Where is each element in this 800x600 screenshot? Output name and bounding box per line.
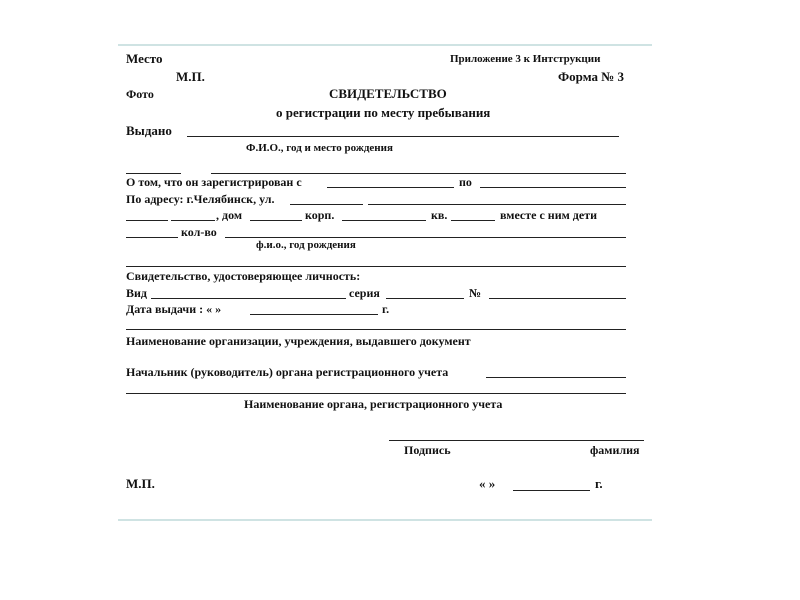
issue-date-line (250, 314, 378, 315)
apartment-line (451, 220, 495, 221)
photo-label: Фото (126, 87, 154, 101)
form-number: Форма № 3 (558, 69, 625, 84)
org-reg-caption: Наименование органа, регистрационного учета (244, 397, 503, 411)
signature-label: Подпись (404, 443, 451, 457)
house-line-b (171, 220, 215, 221)
org-caption: Наименование организации, учреждения, выдавшего документ (126, 334, 471, 348)
fio-caption: Ф.И.О., год и место рождения (246, 142, 393, 154)
registered-from-line (327, 187, 454, 188)
kind-line (151, 298, 346, 299)
children-line-a (126, 237, 178, 238)
building-label: корп. (305, 208, 335, 222)
issued-label: Выдано (126, 123, 172, 138)
appendix-note: Приложение 3 к Интструкции (450, 53, 601, 65)
issue-date-label: Дата выдачи : « » (126, 302, 222, 316)
house-line-a (126, 220, 168, 221)
stamp-label-bottom: М.П. (126, 476, 155, 491)
document-title: СВИДЕТЕЛЬСТВО (329, 86, 447, 101)
footer-date-quotes: « » (479, 476, 496, 491)
place-label: Место (126, 51, 163, 66)
apartment-label: кв. (431, 208, 448, 222)
blank-line-1b (211, 173, 626, 174)
identity-doc-label: Свидетельство, удостоверяющее личность: (126, 269, 361, 283)
series-line (386, 298, 464, 299)
signature-line (389, 440, 644, 441)
registered-label: О том, что он зарегистрирован с (126, 175, 302, 189)
children-caption: ф.и.о., год рождения (256, 239, 356, 251)
building-line (342, 220, 426, 221)
series-label: серия (349, 286, 380, 300)
footer-date-line (513, 490, 590, 491)
stamp-label-top: М.П. (176, 69, 205, 84)
issue-year-label: г. (382, 302, 390, 316)
org-reg-line (126, 393, 626, 394)
address-label: По адресу: г.Челябинск, ул. (126, 192, 275, 206)
street-line-2 (368, 204, 626, 205)
footer-year-label: г. (595, 476, 603, 491)
bottom-border-rule (118, 519, 652, 521)
org-line (126, 329, 626, 330)
blank-line-2 (126, 266, 626, 267)
house-number-line (250, 220, 302, 221)
house-label: , дом (216, 208, 243, 222)
surname-label: фамилия (590, 443, 640, 457)
together-label: вместе с ним дети (500, 208, 598, 222)
children-count-line (225, 237, 626, 238)
number-line (489, 298, 626, 299)
registered-to-line (480, 187, 626, 188)
issued-field-line (187, 136, 619, 137)
blank-line-1a (126, 173, 181, 174)
kind-label: Вид (126, 286, 147, 300)
top-border-rule (118, 44, 652, 46)
chief-line (486, 377, 626, 378)
registered-to-label: по (459, 175, 472, 189)
street-line (290, 204, 363, 205)
count-label: кол-во (181, 225, 217, 239)
number-sign: № (469, 286, 482, 300)
chief-label: Начальник (руководитель) органа регистрационного учета (126, 365, 449, 379)
document-subtitle: о регистрации по месту пребывания (276, 105, 491, 120)
